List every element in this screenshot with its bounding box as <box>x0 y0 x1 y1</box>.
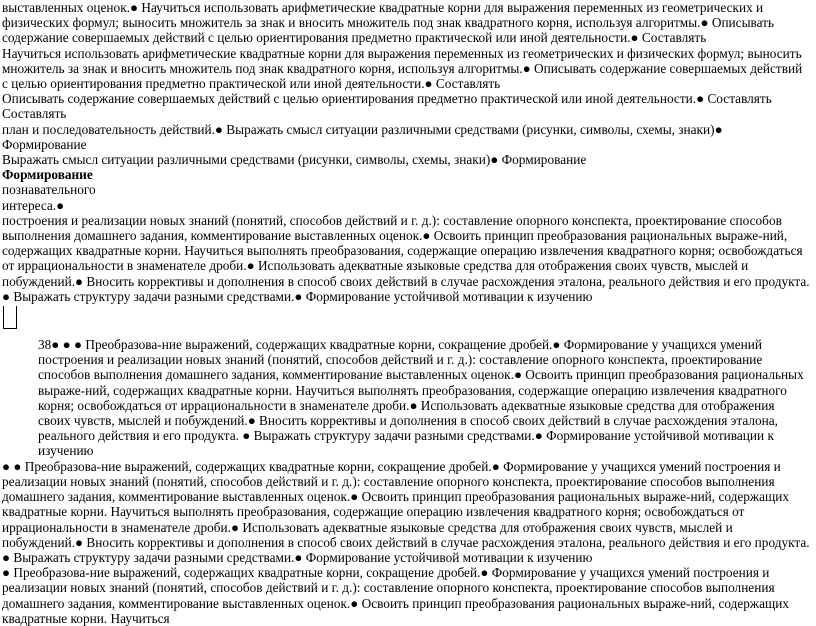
text-block-11: 38● ● ● Преобразова-ние выражений, содержащих квадратные корни, сокращение дробей.● Формирование у учащихся умений построения и реализации новых знаний (понятий, способов действий и г. д.): составление опорного конспекта, проектирование способов выполнения домашнего задания, комментирование выставленных оценок.● Освоить принцип преобразования рациональных выраже-ний, содержащих квадратные корни. Научиться выполнять преобразования, содержащие операцию извлечения квадратного корня; освобождаться от иррациональности в знаменателе дроби.● Использовать адекватные языковые средства для отображения своих чувств, мыслей и побуждений.● Вносить коррективы и дополнения в способ своих действий в случае расхождения эталона, реального действия и его продукта. ● Выражать структуру задачи разными средствами.● Формирование устойчивой мотивации к изучению <box>38 337 804 459</box>
text-block-13: ● Преобразова-ние выражений, содержащих квадратные корни, сокращение дробей.● Формирование у учащихся умений построения и реализации новых знаний (понятий, способов действий и г. д.): составление опорного конспекта, проектирование способов выполнения домашнего задания, комментирование выставленных оценок.● Освоить принцип преобразования рациональных выраже-ний, содержащих квадратные корни. Научиться <box>2 565 790 626</box>
text-block-1: выставленных оценок.● Научиться использовать арифметические квадратные корни для выражения переменных из геометрических и физических формул; выносить множитель за знак и вносить множитель под знак квадратного корня, используя алгоритмы.● Описывать содержание совершаемых действий с целью ориентирования предметно практической или иной деятельности.● Составлять <box>2 0 775 46</box>
text-block-9: интереса.● <box>2 197 65 213</box>
text-block-4: Составлять <box>2 106 67 122</box>
table-cell-border <box>3 306 17 329</box>
spacer <box>2 329 810 337</box>
text-block-8: познавательного <box>2 182 96 198</box>
text-block-5: план и последовательность действий.● Выражать смысл ситуации различными средствами (рисунки, символы, схемы, знаки)● Формирование <box>2 121 723 152</box>
text-block-7: Формирование <box>2 167 93 183</box>
text-block-12: ● ● Преобразова-ние выражений, содержащих квадратные корни, сокращение дробей.● Формирование у учащихся умений построения и реализации новых знаний (понятий, способов действий и г. д.): составление опорного конспекта, проектирование способов выполнения домашнего задания, комментирование выставленных оценок.● Освоить принцип преобразования рациональных выраже-ний, содержащих квадратные корни. Научиться выполнять преобразования, содержащие операцию извлечения квадратного корня; освобождаться от иррациональности в знаменателе дроби.● Использовать адекватные языковые средства для отображения своих чувств, мыслей и побуждений.● Вносить коррективы и дополнения в способ своих действий в случае расхождения эталона, реального действия и его продукта. ● Выражать структуру задачи разными средствами.● Формирование устойчивой мотивации к изучению <box>2 458 810 565</box>
text-block-2: Научиться использовать арифметические квадратные корни для выражения переменных из геометрических и физических формул; выносить множитель за знак и вносить множитель под знак квадратного корня, используя алгоритмы.● Описывать содержание совершаемых действий с целью ориентирования предметно практической или иной деятельности.● Составлять <box>2 45 803 92</box>
text-block-3: Описывать содержание совершаемых действий с целью ориентирования предметно практической или иной деятельности.● Составлять <box>2 91 772 107</box>
text-block-10: построения и реализации новых знаний (понятий, способов действий и г. д.): составление опорного конспекта, проектирование способов выполнения домашнего задания, комментирование выставленных оценок.● Освоить принцип преобразования рациональных выраже-ний, содержащих квадратные корни. Научиться выполнять преобразования, содержащие операцию извлечения квадратного корня; освобождаться от иррациональности в знаменателе дроби.● Использовать адекватные языковые средства для отображения своих чувств, мыслей и побуждений.● Вносить коррективы и дополнения в способ своих действий в случае расхождения эталона, реального действия и его продукта. ● Выражать структуру задачи разными средствами.● Формирование устойчивой мотивации к изучению <box>2 212 810 304</box>
text-block-6: Выражать смысл ситуации различными средствами (рисунки, символы, схемы, знаки)● Формирование <box>2 152 587 168</box>
